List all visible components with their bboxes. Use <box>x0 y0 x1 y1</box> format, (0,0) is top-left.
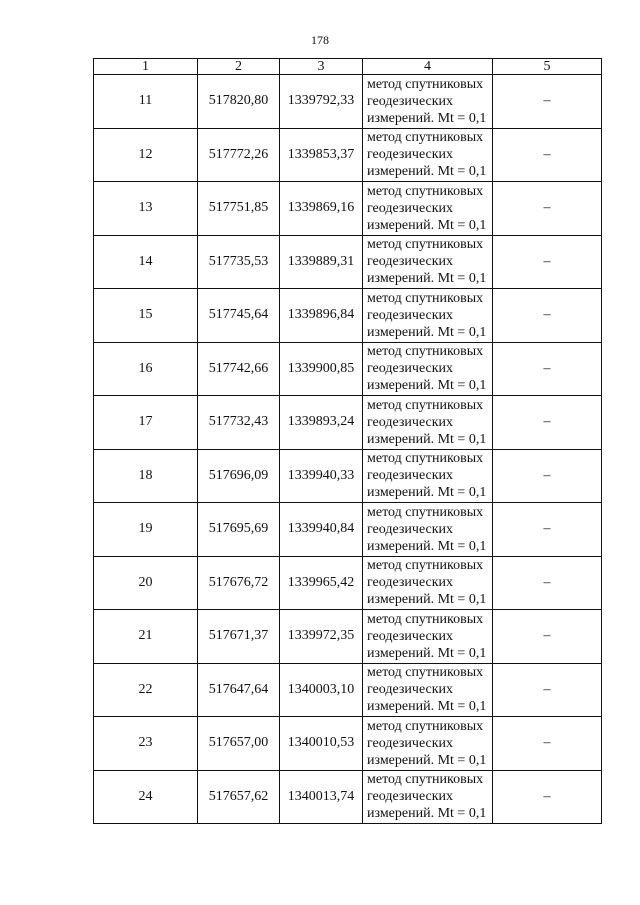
table-row <box>94 556 602 610</box>
coordinate-x: 517742,66 <box>198 342 280 396</box>
method-description: метод спутниковых геодезических измерений. Mt = 0,1 <box>363 289 493 343</box>
table-row <box>94 717 602 771</box>
note-cell: – <box>493 182 602 236</box>
point-number: 15 <box>94 289 198 343</box>
table-row <box>94 770 602 824</box>
column-header-5: 5 <box>493 59 602 75</box>
table-row <box>94 342 602 396</box>
method-description: метод спутниковых геодезических измерений. Mt = 0,1 <box>363 235 493 289</box>
coordinate-x: 517671,37 <box>198 610 280 664</box>
point-number: 12 <box>94 128 198 182</box>
coordinate-x: 517657,62 <box>198 770 280 824</box>
coordinate-x: 517657,00 <box>198 717 280 771</box>
method-description: метод спутниковых геодезических измерений. Mt = 0,1 <box>363 610 493 664</box>
point-number: 11 <box>94 75 198 129</box>
coordinate-x: 517676,72 <box>198 556 280 610</box>
method-description: метод спутниковых геодезических измерений. Mt = 0,1 <box>363 128 493 182</box>
column-header-1: 1 <box>94 59 198 75</box>
point-number: 20 <box>94 556 198 610</box>
note-cell: – <box>493 556 602 610</box>
coordinate-x: 517745,64 <box>198 289 280 343</box>
method-description: метод спутниковых геодезических измерений. Mt = 0,1 <box>363 503 493 557</box>
table-header <box>94 59 602 75</box>
method-description: метод спутниковых геодезических измерений. Mt = 0,1 <box>363 770 493 824</box>
coordinate-y: 1340003,10 <box>280 663 363 717</box>
coordinate-x: 517772,26 <box>198 128 280 182</box>
coordinates-table <box>93 58 602 824</box>
note-cell: – <box>493 610 602 664</box>
table-row <box>94 235 602 289</box>
note-cell: – <box>493 289 602 343</box>
table-row <box>94 610 602 664</box>
note-cell: – <box>493 503 602 557</box>
coordinate-y: 1339940,33 <box>280 449 363 503</box>
table-row <box>94 396 602 450</box>
table-row <box>94 289 602 343</box>
table-body <box>94 75 602 824</box>
note-cell: – <box>493 235 602 289</box>
point-number: 22 <box>94 663 198 717</box>
page-number: 178 <box>311 33 329 47</box>
method-description: метод спутниковых геодезических измерений. Mt = 0,1 <box>363 663 493 717</box>
note-cell: – <box>493 128 602 182</box>
note-cell: – <box>493 770 602 824</box>
coordinate-x: 517820,80 <box>198 75 280 129</box>
note-cell: – <box>493 717 602 771</box>
coordinate-x: 517695,69 <box>198 503 280 557</box>
header-row <box>94 59 602 75</box>
coordinate-y: 1339965,42 <box>280 556 363 610</box>
method-description: метод спутниковых геодезических измерений. Mt = 0,1 <box>363 75 493 129</box>
coordinate-y: 1339972,35 <box>280 610 363 664</box>
note-cell: – <box>493 449 602 503</box>
coordinate-x: 517735,53 <box>198 235 280 289</box>
note-cell: – <box>493 75 602 129</box>
coordinate-y: 1339893,24 <box>280 396 363 450</box>
note-cell: – <box>493 663 602 717</box>
coordinate-y: 1339940,84 <box>280 503 363 557</box>
point-number: 19 <box>94 503 198 557</box>
coordinate-y: 1339792,33 <box>280 75 363 129</box>
note-cell: – <box>493 396 602 450</box>
column-header-4: 4 <box>363 59 493 75</box>
method-description: метод спутниковых геодезических измерений. Mt = 0,1 <box>363 182 493 236</box>
table-row <box>94 663 602 717</box>
point-number: 16 <box>94 342 198 396</box>
table-row <box>94 449 602 503</box>
coordinate-y: 1339889,31 <box>280 235 363 289</box>
coordinate-y: 1339869,16 <box>280 182 363 236</box>
coordinate-y: 1339896,84 <box>280 289 363 343</box>
method-description: метод спутниковых геодезических измерений. Mt = 0,1 <box>363 449 493 503</box>
coordinate-y: 1340013,74 <box>280 770 363 824</box>
point-number: 24 <box>94 770 198 824</box>
coordinate-x: 517751,85 <box>198 182 280 236</box>
note-cell: – <box>493 342 602 396</box>
coordinate-y: 1339900,85 <box>280 342 363 396</box>
method-description: метод спутниковых геодезических измерений. Mt = 0,1 <box>363 342 493 396</box>
column-header-2: 2 <box>198 59 280 75</box>
coordinate-x: 517732,43 <box>198 396 280 450</box>
method-description: метод спутниковых геодезических измерений. Mt = 0,1 <box>363 717 493 771</box>
point-number: 18 <box>94 449 198 503</box>
point-number: 13 <box>94 182 198 236</box>
table-row <box>94 503 602 557</box>
table-row <box>94 128 602 182</box>
coordinate-x: 517647,64 <box>198 663 280 717</box>
table-row <box>94 182 602 236</box>
point-number: 17 <box>94 396 198 450</box>
method-description: метод спутниковых геодезических измерений. Mt = 0,1 <box>363 396 493 450</box>
table-row <box>94 75 602 129</box>
point-number: 23 <box>94 717 198 771</box>
method-description: метод спутниковых геодезических измерений. Mt = 0,1 <box>363 556 493 610</box>
point-number: 21 <box>94 610 198 664</box>
column-header-3: 3 <box>280 59 363 75</box>
coordinate-y: 1339853,37 <box>280 128 363 182</box>
coordinate-x: 517696,09 <box>198 449 280 503</box>
point-number: 14 <box>94 235 198 289</box>
coordinate-y: 1340010,53 <box>280 717 363 771</box>
